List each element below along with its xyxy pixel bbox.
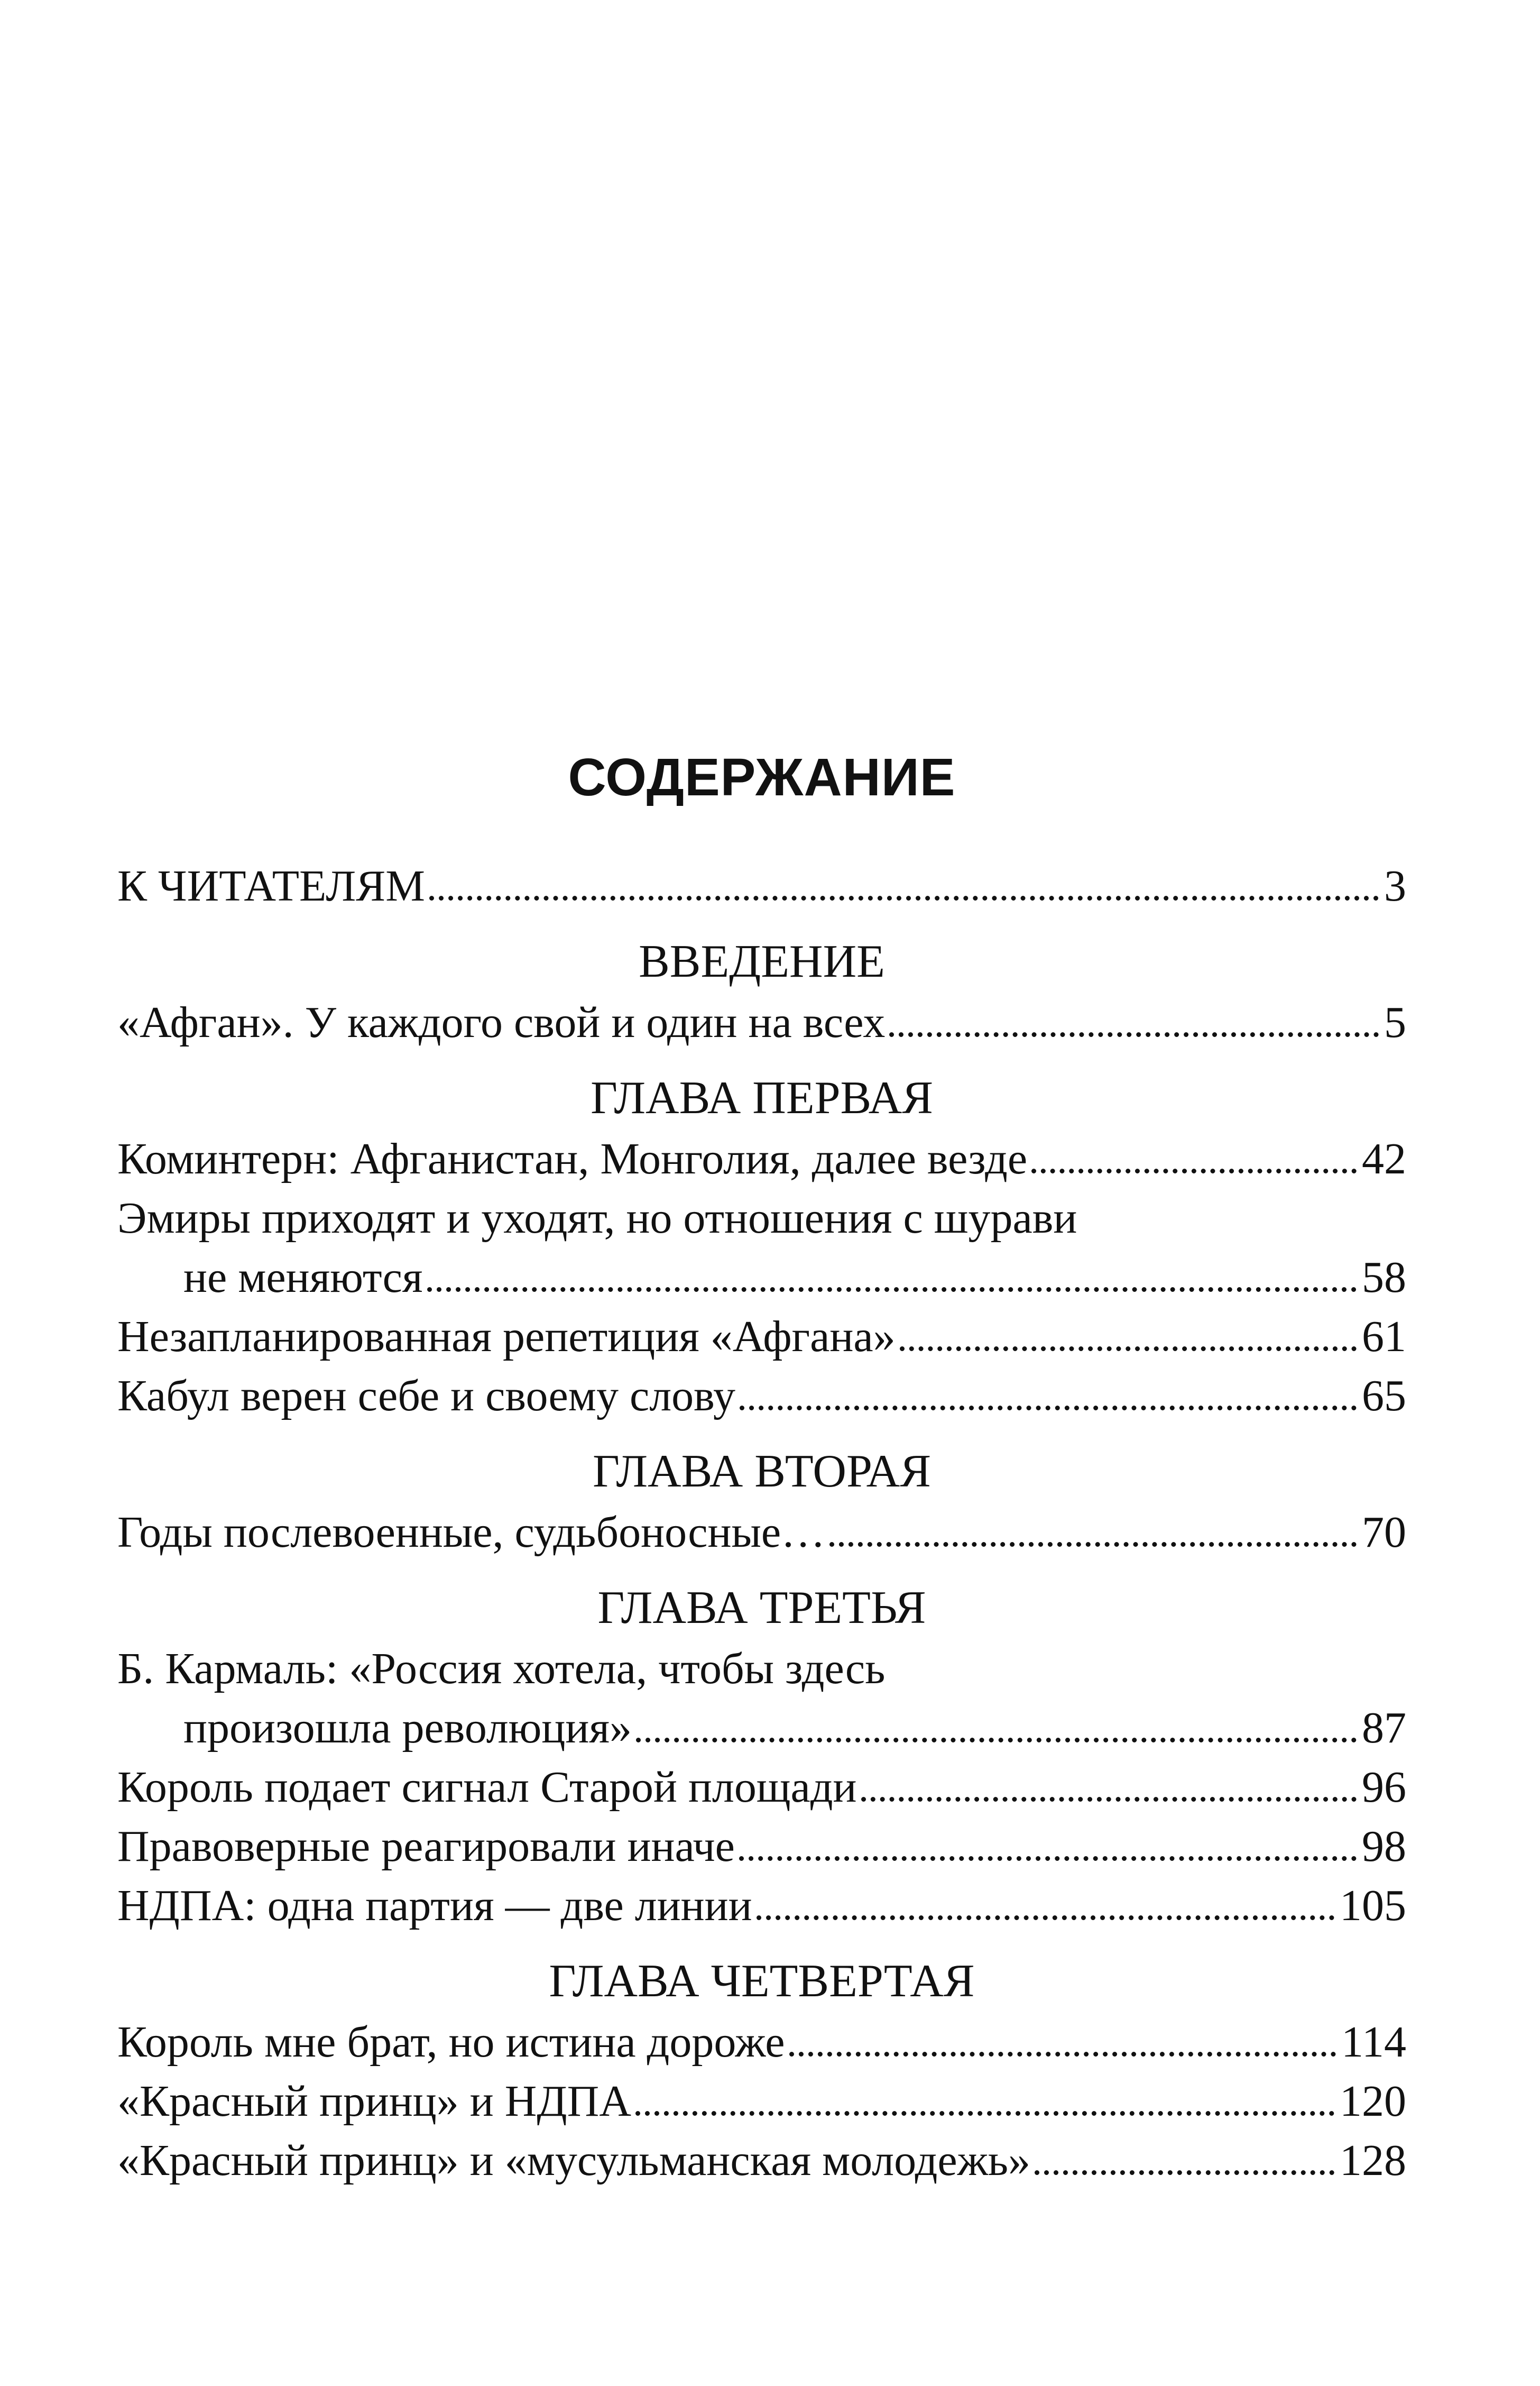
- chapter-heading: ГЛАВА ТРЕТЬЯ: [597, 1582, 926, 1634]
- toc-page-number: 65: [1362, 1371, 1406, 1420]
- dot-leader: [1031, 1169, 1357, 1173]
- toc-entry-line: [117, 1130, 1406, 1189]
- dot-leader: [636, 1738, 1357, 1742]
- chapter-heading: ГЛАВА ПЕРВАЯ: [591, 1072, 933, 1124]
- toc-entry-line: [117, 1817, 1406, 1876]
- toc-page-number: 128: [1340, 2136, 1406, 2185]
- toc-entry: [117, 1503, 1406, 1562]
- toc-entry: [117, 1817, 1406, 1876]
- chapter-heading: ВВЕДЕНИЕ: [639, 936, 885, 987]
- page-title: СОДЕРЖАНИЕ: [568, 748, 956, 807]
- toc-entry-line: [117, 1366, 1406, 1426]
- toc-page-number: 58: [1362, 1253, 1406, 1302]
- dot-leader: [739, 1856, 1357, 1861]
- chapter-heading: ГЛАВА ЧЕТВЕРТАЯ: [549, 1956, 975, 2007]
- toc-entry-line: [117, 857, 1406, 916]
- dot-leader: [429, 896, 1379, 901]
- toc-section: [117, 1067, 1406, 1426]
- toc-entry-intro: [117, 857, 1406, 916]
- dot-leader: [740, 1406, 1357, 1410]
- toc-page-number: 114: [1341, 2017, 1406, 2067]
- toc-entry: [117, 1639, 1406, 1758]
- toc-section: [117, 1440, 1406, 1562]
- dot-leader: [861, 1797, 1357, 1802]
- dot-leader: [900, 1346, 1357, 1351]
- toc-page-number: 61: [1362, 1312, 1406, 1361]
- toc-page-number: 98: [1362, 1822, 1406, 1871]
- toc-entry-text: Кабул верен себе и своему слову: [117, 1371, 735, 1420]
- toc-entry-line: [117, 1758, 1406, 1817]
- toc-section: [117, 1577, 1406, 1935]
- chapter-heading: ГЛАВА ВТОРАЯ: [593, 1446, 931, 1497]
- toc-section: [117, 1950, 1406, 2190]
- toc-entry: [117, 1366, 1406, 1426]
- toc-entry-line: [117, 1699, 1406, 1758]
- toc-entry: [117, 2131, 1406, 2190]
- toc-page-number: 87: [1362, 1703, 1406, 1752]
- toc-page-number: 120: [1340, 2077, 1406, 2126]
- toc-entry-text: Коминтерн: Афганистан, Монголия, далее везде: [117, 1134, 1028, 1183]
- toc-page-number: 3: [1384, 861, 1406, 911]
- dot-leader: [1035, 2170, 1334, 2175]
- toc-entry: [117, 993, 1406, 1052]
- toc-entry: [117, 2013, 1406, 2072]
- dot-leader: [889, 1032, 1379, 1037]
- toc-entry-text: НДПА: одна партия — две линии: [117, 1881, 752, 1930]
- toc-entry-line: [117, 2072, 1406, 2131]
- toc-sections: [117, 931, 1406, 2190]
- toc-entry-text: Король мне брат, но истина дороже: [117, 2017, 785, 2067]
- toc-page-number: 42: [1362, 1134, 1406, 1183]
- toc-entry-text: Годы послевоенные, судьбоносные…: [117, 1508, 826, 1557]
- toc-entry: [117, 1130, 1406, 1189]
- toc-page-number: 105: [1340, 1881, 1406, 1930]
- dot-leader: [757, 1915, 1334, 1920]
- toc-page-number: 70: [1362, 1508, 1406, 1557]
- toc-page-number: 96: [1362, 1763, 1406, 1812]
- toc-entry-text: «Красный принц» и НДПА: [117, 2077, 631, 2126]
- toc-entry: [117, 1876, 1406, 1935]
- toc-entry-text: К ЧИТАТЕЛЯМ: [117, 861, 425, 911]
- dot-leader: [635, 2111, 1334, 2116]
- toc-entry-text: Правоверные реагировали иначе: [117, 1822, 735, 1871]
- toc-entry-text: «Афган». У каждого свой и один на всех: [117, 998, 886, 1047]
- toc-entry-line: [117, 1248, 1406, 1307]
- toc-entry-line: [117, 1307, 1406, 1366]
- toc-entry-line: [117, 1876, 1406, 1935]
- toc-entry-text: Незапланированная репетиция «Афгана»: [117, 1312, 896, 1361]
- toc-section: [117, 931, 1406, 1052]
- toc-entry-text: «Красный принц» и «мусульманская молодежь»: [117, 2136, 1031, 2185]
- table-of-contents: [117, 738, 1406, 2190]
- dot-leader: [829, 1542, 1357, 1547]
- toc-entry-text: Б. Кармаль: «Россия хотела, чтобы здесь: [117, 1644, 886, 1693]
- toc-entry-line: [117, 2131, 1406, 2190]
- toc-entry: [117, 1307, 1406, 1366]
- dot-leader: [427, 1287, 1357, 1292]
- toc-entry: [117, 2072, 1406, 2131]
- dot-leader: [789, 2052, 1336, 2057]
- toc-entry-text: не меняются: [183, 1253, 423, 1302]
- toc-entry: [117, 1189, 1406, 1307]
- toc-entry-line: [117, 1503, 1406, 1562]
- toc-entry-text: Эмиры приходят и уходят, но отношения с шурави: [117, 1194, 1077, 1243]
- toc-entry: [117, 1758, 1406, 1817]
- toc-entry-text: Король подает сигнал Старой площади: [117, 1763, 857, 1812]
- toc-page-number: 5: [1384, 998, 1406, 1047]
- toc-entry-line: [117, 2013, 1406, 2072]
- toc-entry-text: произошла революция»: [183, 1703, 632, 1752]
- toc-entry-line: [117, 993, 1406, 1052]
